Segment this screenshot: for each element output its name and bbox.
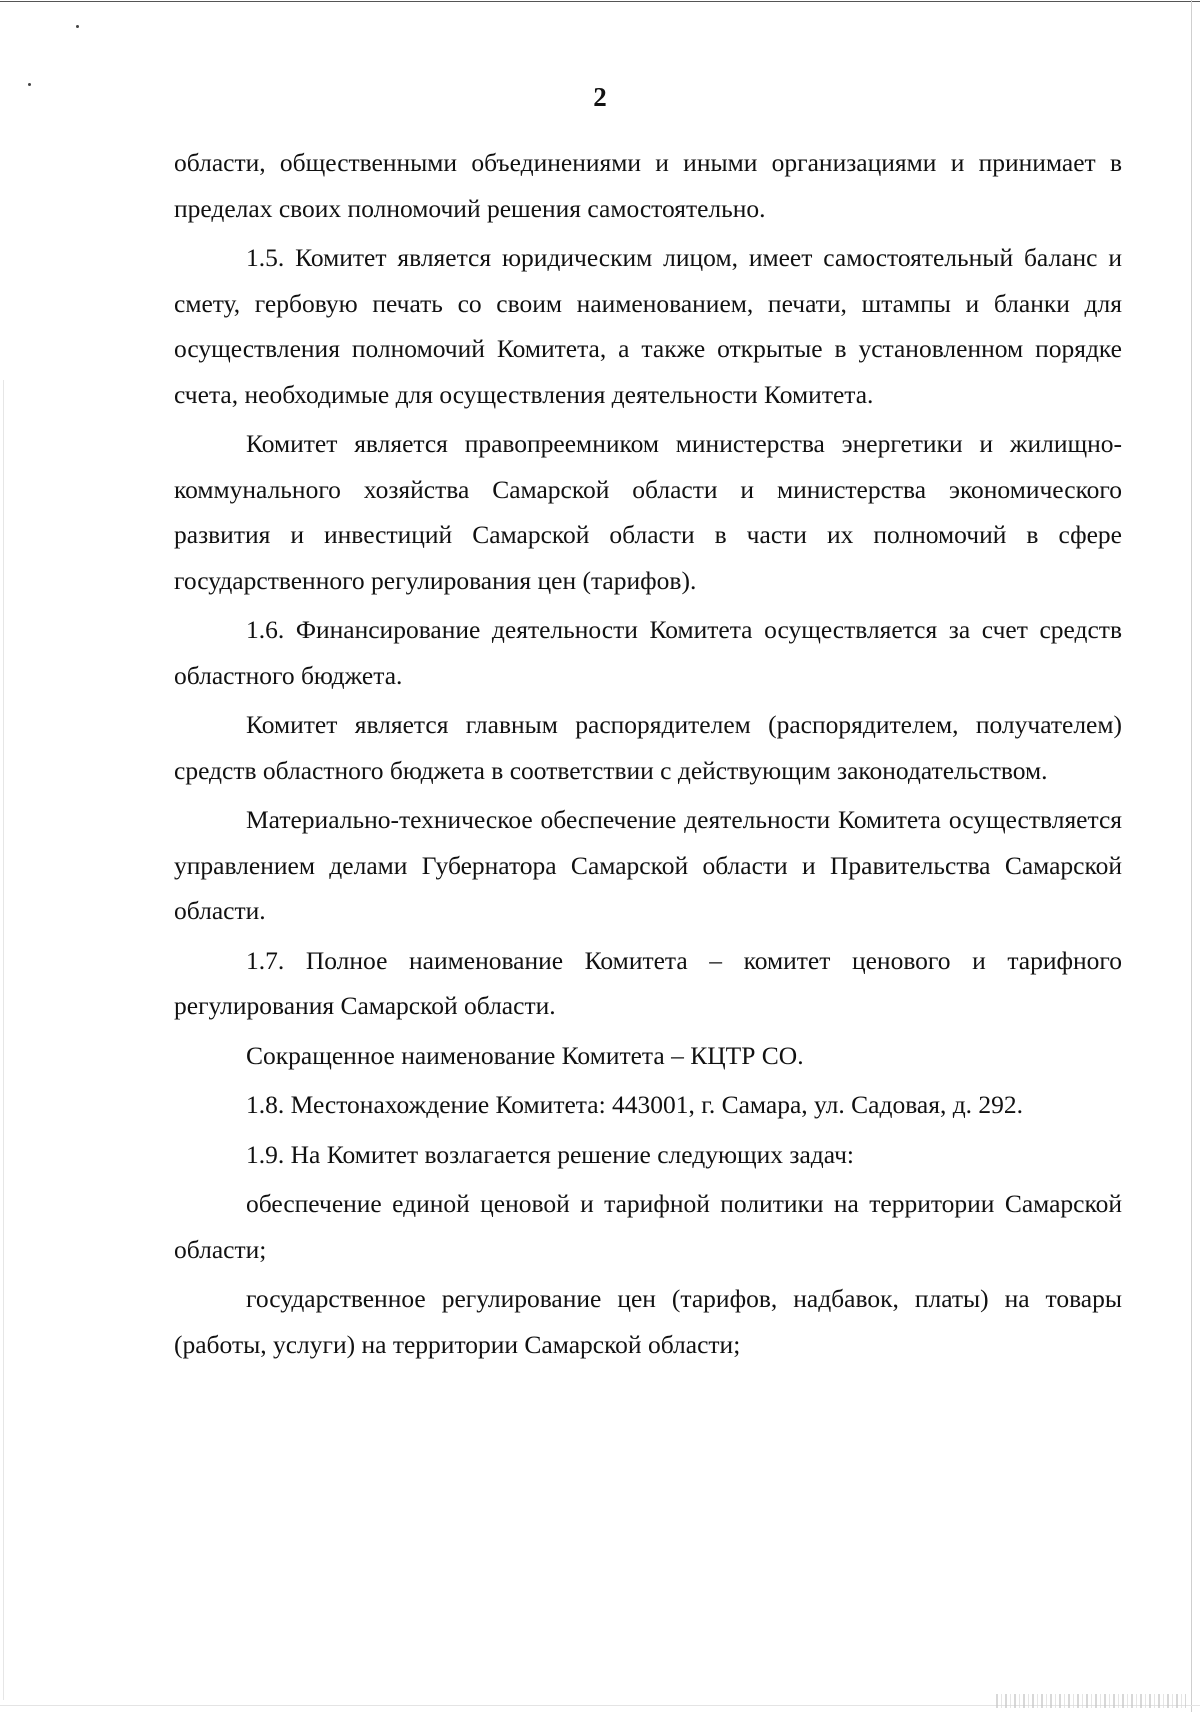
paragraph-budget-manager: Комитет является главным распорядителем (распорядителем, получателем) средств областного бюджета в соответствии с действующим законодательством.	[174, 710, 1122, 785]
paragraph-1-8: 1.8. Местонахождение Комитета: 443001, г. Самара, ул. Садовая, д. 292.	[246, 1090, 1024, 1119]
task-item-state-regulation: государственное регулирование цен (тарифов, надбавок, платы) на товары (работы, услуги) на территории Самарской области;	[174, 1284, 1122, 1359]
scan-speck	[76, 25, 79, 28]
paragraph-1-9: 1.9. На Комитет возлагается решение следующих задач:	[246, 1139, 854, 1169]
paragraph-legal-successor: Комитет является правопреемником министерства энергетики и жилищно-коммунального хозяйства Самарской области и министерства экономического развития и инвестиций Самарской области в части их полномочий в сфере государственного регулирования цен (тарифов).	[174, 429, 1122, 595]
paragraph-continuation: области, общественными объединениями и иными организациями и принимает в пределах своих полномочий решения самостоятельно.	[174, 148, 1122, 223]
scan-top-edge	[0, 1, 1200, 2]
scan-noise	[996, 1694, 1186, 1708]
paragraph-short-name: Сокращенное наименование Комитета – КЦТР СО.	[246, 1040, 804, 1070]
task-item-pricing-policy: обеспечение единой ценовой и тарифной политики на территории Самарской области;	[174, 1189, 1122, 1264]
document-body	[174, 140, 1122, 1371]
paragraph-1-7: 1.7. Полное наименование Комитета – комитет ценового и тарифного регулирования Самарской области.	[174, 945, 1122, 1020]
scan-left-edge	[3, 380, 4, 1700]
scan-right-edge	[1191, 0, 1192, 1712]
paragraph-1-6: 1.6. Финансирование деятельности Комитета осуществляется за счет средств областного бюджета.	[174, 615, 1122, 690]
paragraph-logistics: Материально-техническое обеспечение деятельности Комитета осуществляется управлением делами Губернатора Самарской области и Правительства Самарской области.	[174, 805, 1122, 925]
paragraph-1-5: 1.5. Комитет является юридическим лицом, имеет самостоятельный баланс и смету, гербовую печать со своим наименованием, печати, штампы и бланки для осуществления полномочий Комитета, а также открытые в установленном порядке счета, необходимые для осуществления деятельности Комитета.	[174, 243, 1122, 409]
page-number: 2	[593, 82, 607, 112]
